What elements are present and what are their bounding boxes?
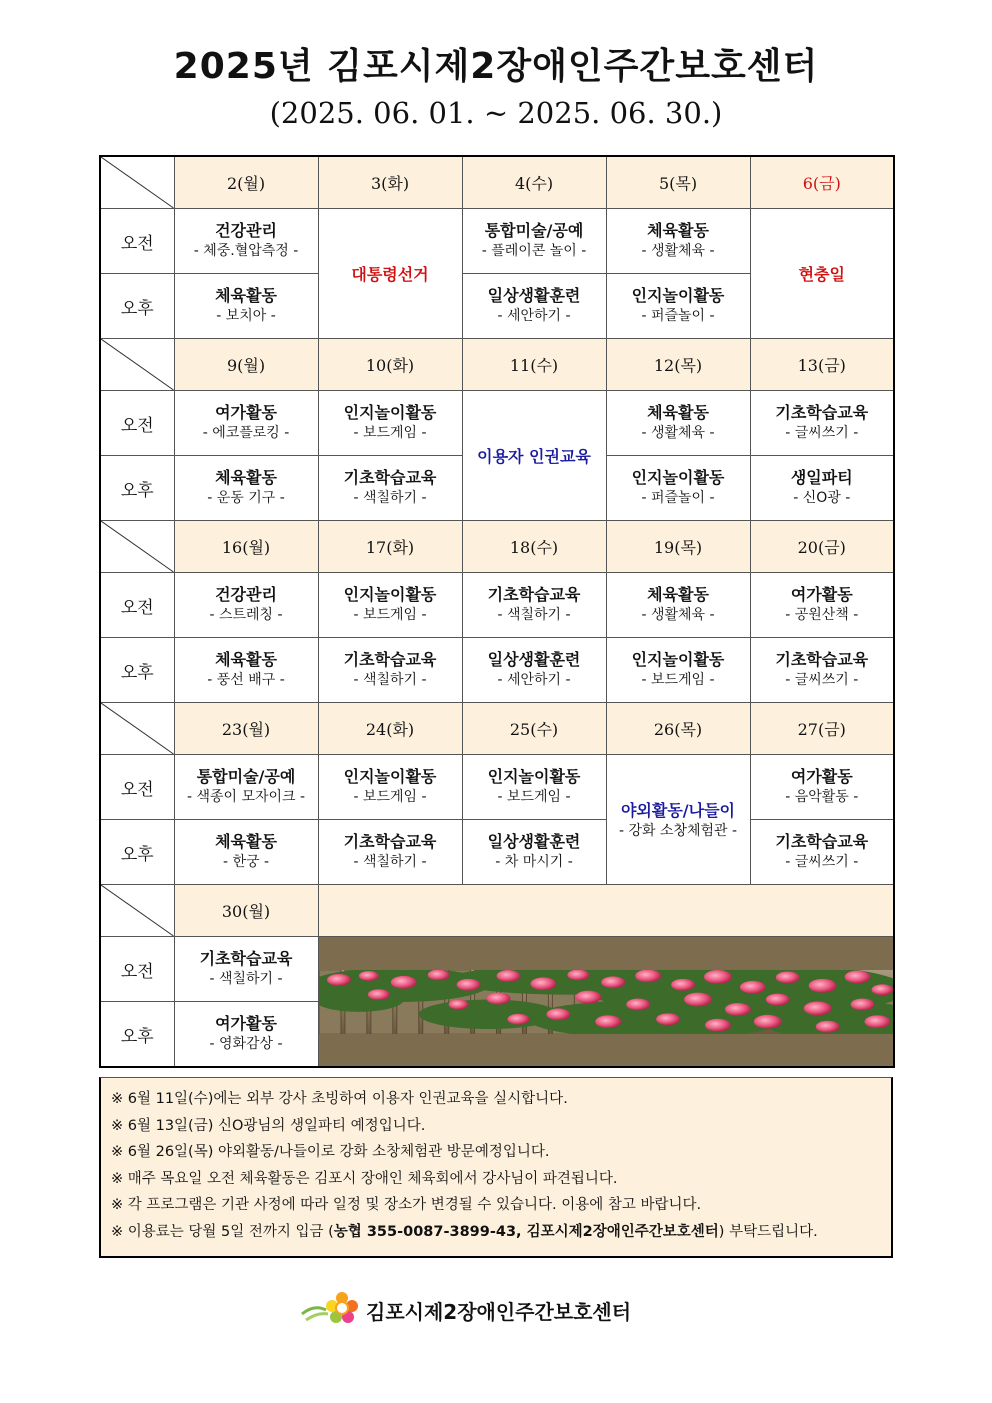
day-header: 6(금) bbox=[750, 156, 894, 209]
day-header: 11(수) bbox=[462, 339, 606, 391]
activity-name: 기초학습교육 bbox=[343, 832, 437, 851]
schedule-cell bbox=[606, 209, 750, 274]
schedule-cell bbox=[174, 274, 318, 339]
note-item: ※ 6월 13일(금) 신O광님의 생일파티 예정입니다. bbox=[111, 1117, 426, 1134]
activity-detail: - 퍼즐놀이 - bbox=[641, 308, 715, 324]
activity-detail: - 생활체육 - bbox=[641, 243, 715, 259]
activity-detail: - 풍선 배구 - bbox=[207, 672, 285, 688]
week-4-am-row bbox=[100, 755, 894, 820]
schedule-cell bbox=[174, 573, 318, 638]
activity-name: 일상생활훈련 bbox=[487, 650, 581, 669]
activity-detail: - 색칠하기 - bbox=[353, 672, 427, 688]
week-3-am-row bbox=[100, 573, 894, 638]
activity-name: 기초학습교육 bbox=[343, 650, 437, 669]
activity-name: 일상생활훈련 bbox=[487, 832, 581, 851]
activity-name: 체육활동 bbox=[215, 650, 277, 669]
schedule-cell bbox=[174, 820, 318, 885]
schedule-cell bbox=[750, 638, 894, 703]
activity-detail: - 스트레칭 - bbox=[209, 607, 283, 623]
schedule-cell-full-day bbox=[318, 209, 462, 339]
activity-name: 체육활동 bbox=[215, 286, 277, 305]
period-am-label: 오전 bbox=[100, 391, 174, 456]
week-1-am-row bbox=[100, 209, 894, 274]
activity-name: 인지놀이활동 bbox=[631, 286, 725, 305]
period-pm-label: 오후 bbox=[100, 456, 174, 521]
day-header: 26(목) bbox=[606, 703, 750, 755]
flower-logo-icon bbox=[300, 1288, 360, 1332]
note-text: ) 부탁드립니다. bbox=[718, 1223, 818, 1240]
day-header: 27(금) bbox=[750, 703, 894, 755]
activity-name: 통합미술/공예 bbox=[196, 767, 296, 786]
activity-detail: - 체중.혈압측정 - bbox=[193, 243, 299, 259]
schedule-cell bbox=[462, 209, 606, 274]
day-header: 18(수) bbox=[462, 521, 606, 573]
schedule-cell bbox=[174, 937, 318, 1002]
activity-detail: - 운동 기구 - bbox=[207, 490, 285, 506]
schedule-cell bbox=[750, 456, 894, 521]
activity-name: 기초학습교육 bbox=[775, 403, 869, 422]
week-4-pm-row bbox=[100, 820, 894, 885]
day-header: 25(수) bbox=[462, 703, 606, 755]
rose-garden-image bbox=[319, 970, 894, 1034]
day-header: 17(화) bbox=[318, 521, 462, 573]
week-4-header bbox=[100, 703, 894, 755]
period-am-label: 오전 bbox=[100, 573, 174, 638]
rose-photo bbox=[318, 937, 894, 1068]
activity-name: 체육활동 bbox=[215, 832, 277, 851]
day-header: 9(월) bbox=[174, 339, 318, 391]
page-title: 2025년 김포시제2장애인주간보호센터 bbox=[173, 46, 819, 87]
date-range: (2025. 06. 01. ~ 2025. 06. 30.) bbox=[269, 96, 723, 130]
week-2-am-row bbox=[100, 391, 894, 456]
activity-detail: - 색칠하기 - bbox=[497, 607, 571, 623]
corner-cell bbox=[100, 521, 174, 573]
schedule-cell bbox=[174, 638, 318, 703]
activity-name: 인지놀이활동 bbox=[343, 403, 437, 422]
activity-name: 인지놀이활동 bbox=[631, 650, 725, 669]
day-header: 20(금) bbox=[750, 521, 894, 573]
week-1-header bbox=[100, 156, 894, 209]
schedule-cell bbox=[318, 755, 462, 820]
day-header: 3(화) bbox=[318, 156, 462, 209]
activity-name: 기초학습교육 bbox=[487, 585, 581, 604]
footer-org-name: 김포시제2장애인주간보호센터 bbox=[366, 1299, 632, 1324]
activity-name: 여가활동 bbox=[215, 403, 277, 422]
schedule-cell bbox=[174, 456, 318, 521]
day-header: 10(화) bbox=[318, 339, 462, 391]
period-am-label: 오전 bbox=[100, 209, 174, 274]
schedule-cell bbox=[462, 755, 606, 820]
schedule-cell-full-day bbox=[750, 209, 894, 339]
activity-name: 여가활동 bbox=[215, 1014, 277, 1033]
schedule-cell bbox=[318, 820, 462, 885]
footer bbox=[300, 1290, 631, 1330]
holiday-label: 현충일 bbox=[798, 265, 845, 284]
schedule-cell bbox=[462, 820, 606, 885]
activity-detail: - 에코플로킹 - bbox=[202, 425, 290, 441]
period-pm-label: 오후 bbox=[100, 1002, 174, 1068]
activity-detail: - 글씨쓰기 - bbox=[785, 672, 859, 688]
schedule-cell bbox=[606, 456, 750, 521]
activity-name: 건강관리 bbox=[215, 221, 277, 240]
schedule-cell bbox=[318, 573, 462, 638]
schedule-cell bbox=[750, 573, 894, 638]
day-header: 19(목) bbox=[606, 521, 750, 573]
schedule-cell bbox=[606, 274, 750, 339]
activity-detail: - 보드게임 - bbox=[641, 672, 715, 688]
schedule-cell bbox=[462, 638, 606, 703]
activity-name: 기초학습교육 bbox=[775, 832, 869, 851]
activity-detail: - 생활체육 - bbox=[641, 425, 715, 441]
schedule-cell bbox=[606, 573, 750, 638]
activity-name: 여가활동 bbox=[790, 585, 853, 604]
activity-detail: - 음악활동 - bbox=[785, 789, 859, 805]
activity-detail: - 보드게임 - bbox=[353, 425, 427, 441]
activity-detail: - 색칠하기 - bbox=[353, 854, 427, 870]
note-item: ※ 각 프로그램은 기관 사정에 따라 일정 및 장소가 변경될 수 있습니다. 이용에 참고 바랍니다. bbox=[111, 1197, 702, 1213]
period-pm-label: 오후 bbox=[100, 274, 174, 339]
note-item: ※ 6월 11일(수)에는 외부 강사 초빙하여 이용자 인권교육을 실시합니다. bbox=[111, 1091, 568, 1107]
activity-name: 인지놀이활동 bbox=[487, 767, 581, 786]
schedule-cell bbox=[750, 391, 894, 456]
activity-detail: - 영화감상 - bbox=[209, 1036, 283, 1052]
schedule-cell-full-day bbox=[462, 391, 606, 521]
period-pm-label: 오후 bbox=[100, 820, 174, 885]
day-header: 5(목) bbox=[606, 156, 750, 209]
schedule-cell bbox=[462, 274, 606, 339]
schedule-cell bbox=[174, 1002, 318, 1068]
activity-name: 인지놀이활동 bbox=[631, 468, 725, 487]
corner-cell bbox=[100, 703, 174, 755]
activity-detail: - 보치아 - bbox=[216, 308, 276, 324]
activity-detail: - 강화 소창체험관 - bbox=[618, 823, 738, 839]
schedule-cell bbox=[174, 755, 318, 820]
activity-name: 여가활동 bbox=[790, 767, 853, 786]
empty-header bbox=[318, 885, 894, 937]
special-event-label: 야외활동/나들이 bbox=[620, 801, 736, 820]
schedule-table bbox=[99, 155, 895, 1068]
activity-detail: - 글씨쓰기 - bbox=[785, 854, 859, 870]
activity-detail: - 생활체육 - bbox=[641, 607, 715, 623]
activity-detail: - 색칠하기 - bbox=[209, 971, 283, 987]
activity-name: 인지놀이활동 bbox=[343, 767, 437, 786]
schedule-cell bbox=[462, 573, 606, 638]
schedule-cell-full-day bbox=[606, 755, 750, 885]
activity-name: 체육활동 bbox=[647, 585, 709, 604]
day-header: 4(수) bbox=[462, 156, 606, 209]
corner-cell bbox=[100, 156, 174, 209]
activity-name: 체육활동 bbox=[647, 221, 709, 240]
note-item: ※ 6월 26일(목) 야외활동/나들이로 강화 소창체험관 방문예정입니다. bbox=[111, 1144, 550, 1160]
day-header: 30(월) bbox=[174, 885, 318, 937]
activity-detail: - 보드게임 - bbox=[497, 789, 571, 805]
schedule-cell bbox=[174, 391, 318, 456]
activity-name: 건강관리 bbox=[215, 585, 277, 604]
activity-name: 체육활동 bbox=[647, 403, 709, 422]
activity-detail: - 공원산책 - bbox=[785, 607, 859, 623]
period-pm-label: 오후 bbox=[100, 638, 174, 703]
activity-name: 일상생활훈련 bbox=[487, 286, 581, 305]
note-item: ※ 매주 목요일 오전 체육활동은 김포시 장애인 체육회에서 강사님이 파견됩니다. bbox=[111, 1170, 618, 1187]
special-event-label: 이용자 인권교육 bbox=[477, 447, 591, 466]
activity-detail: - 신O광 - bbox=[793, 490, 851, 506]
corner-cell bbox=[100, 339, 174, 391]
note-item-payment bbox=[111, 1219, 881, 1246]
activity-name: 기초학습교육 bbox=[775, 650, 869, 669]
period-am-label: 오전 bbox=[100, 937, 174, 1002]
day-header: 24(화) bbox=[318, 703, 462, 755]
activity-detail: - 글씨쓰기 - bbox=[785, 425, 859, 441]
week-5-header bbox=[100, 885, 894, 937]
schedule-cell bbox=[606, 638, 750, 703]
holiday-label: 대통령선거 bbox=[351, 265, 429, 284]
activity-detail: - 색칠하기 - bbox=[353, 490, 427, 506]
activity-detail: - 보드게임 - bbox=[353, 789, 427, 805]
bank-account: 농협 355-0087-3899-43, 김포시제2장애인주간보호센터 bbox=[333, 1223, 719, 1240]
schedule-cell bbox=[318, 391, 462, 456]
week-2-header bbox=[100, 339, 894, 391]
note-text: ※ 이용료는 당월 5일 전까지 입금 ( bbox=[111, 1223, 334, 1240]
activity-name: 인지놀이활동 bbox=[343, 585, 437, 604]
day-header: 13(금) bbox=[750, 339, 894, 391]
period-am-label: 오전 bbox=[100, 755, 174, 820]
schedule-cell bbox=[318, 638, 462, 703]
schedule-cell bbox=[750, 755, 894, 820]
notes-box bbox=[99, 1077, 893, 1258]
day-header: 12(목) bbox=[606, 339, 750, 391]
day-header: 23(월) bbox=[174, 703, 318, 755]
activity-name: 생일파티 bbox=[790, 468, 853, 487]
activity-detail: - 세안하기 - bbox=[497, 672, 571, 688]
schedule-cell bbox=[750, 820, 894, 885]
activity-name: 기초학습교육 bbox=[343, 468, 437, 487]
schedule-cell bbox=[318, 456, 462, 521]
activity-detail: - 세안하기 - bbox=[497, 308, 571, 324]
activity-name: 기초학습교육 bbox=[199, 949, 293, 968]
week-3-pm-row bbox=[100, 638, 894, 703]
activity-detail: - 퍼즐놀이 - bbox=[641, 490, 715, 506]
corner-cell bbox=[100, 885, 174, 937]
day-header: 2(월) bbox=[174, 156, 318, 209]
schedule-cell bbox=[606, 391, 750, 456]
activity-name: 체육활동 bbox=[215, 468, 277, 487]
schedule-cell bbox=[174, 209, 318, 274]
week-3-header bbox=[100, 521, 894, 573]
activity-detail: - 차 마시기 - bbox=[495, 854, 573, 870]
activity-detail: - 한궁 - bbox=[222, 854, 270, 870]
day-header: 16(월) bbox=[174, 521, 318, 573]
activity-detail: - 보드게임 - bbox=[353, 607, 427, 623]
activity-detail: - 색종이 모자이크 - bbox=[186, 789, 306, 805]
activity-detail: - 플레이콘 놀이 - bbox=[481, 243, 587, 259]
activity-name: 통합미술/공예 bbox=[484, 221, 584, 240]
week-5-am-row bbox=[100, 937, 894, 1002]
